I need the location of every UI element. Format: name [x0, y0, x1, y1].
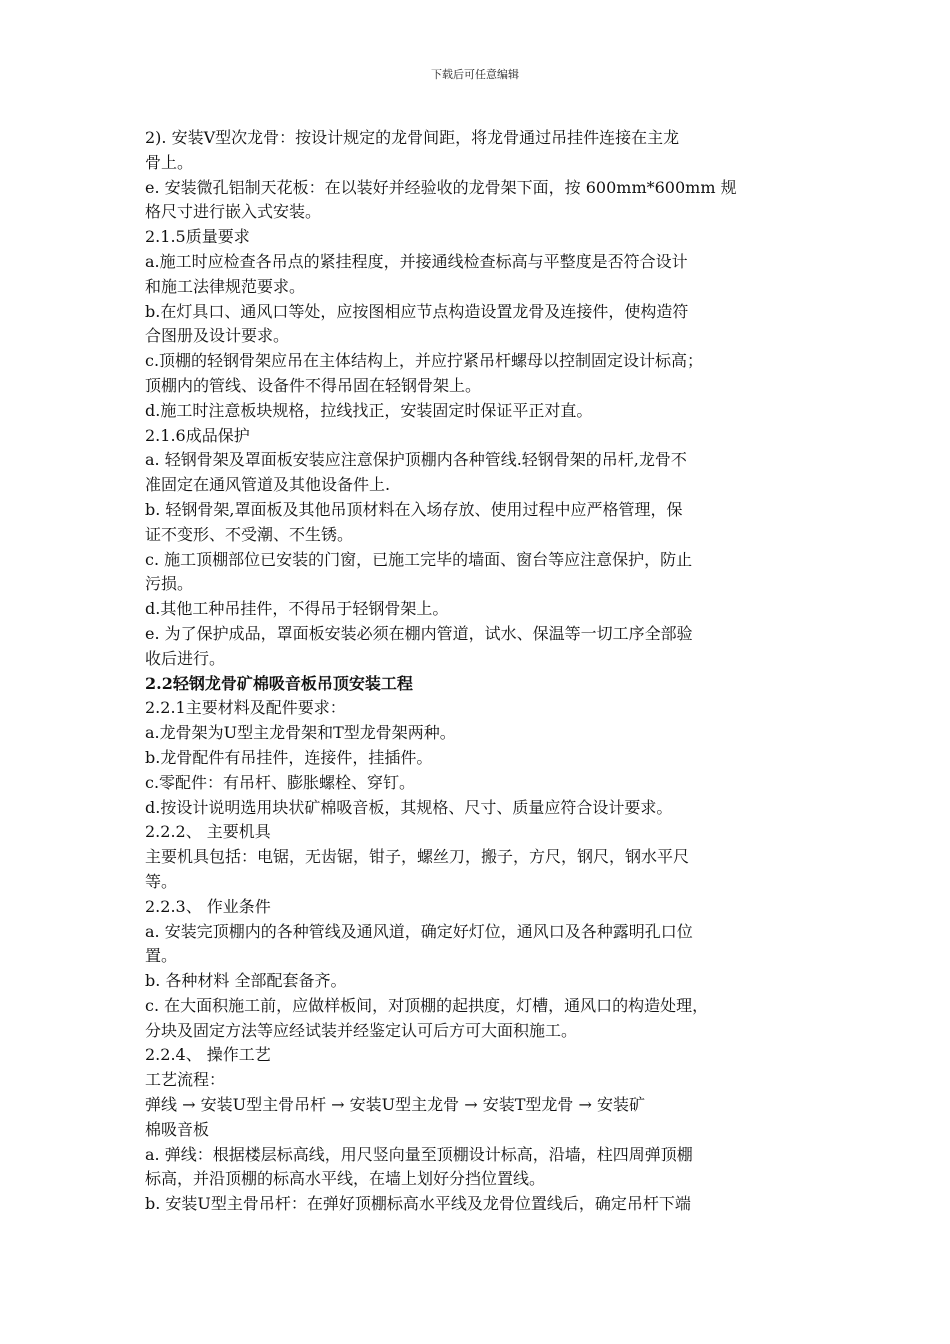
text-line: e. 安装微孔铝制天花板：在以装好并经验收的龙骨架下面，按 600mm*600mm 规 — [145, 177, 737, 197]
text-line: b.龙骨配件有吊挂件，连接件，挂插件。 — [145, 747, 433, 767]
document-body — [145, 126, 813, 1217]
text-line: 等。 — [145, 871, 178, 891]
text-line: a. 安装完顶棚内的各种管线及通风道，确定好灯位，通风口及各种露明孔口位 — [145, 921, 693, 941]
text-line: 分块及固定方法等应经试装并经鉴定认可后方可大面积施工。 — [145, 1020, 578, 1040]
text-line: b. 各种材料 全部配套备齐。 — [145, 971, 347, 991]
text-line: b.在灯具口、通风口等处，应按图相应节点构造设置龙骨及连接件，使构造符 — [145, 301, 689, 321]
text-line: 2.2.4、 操作工艺 — [145, 1045, 271, 1065]
text-line: 2.2.2、 主要机具 — [145, 822, 271, 842]
text-line: c.零配件：有吊杆、膨胀螺栓、穿钉。 — [145, 772, 416, 792]
text-line: 标高，并沿顶棚的标高水平线，在墙上划好分挡位置线。 — [145, 1169, 546, 1189]
text-line: 2.2.3、 作业条件 — [145, 896, 271, 916]
text-line: c. 施工顶棚部位已安装的门窗，已施工完毕的墙面、窗台等应注意保护，防止 — [145, 549, 693, 569]
text-line: 2). 安装Ⅴ型次龙骨：按设计规定的龙骨间距，将龙骨通过吊挂件连接在主龙 — [145, 128, 680, 147]
text-line: 证不变形、不受潮、不生锈。 — [145, 524, 354, 544]
text-line: b. 轻钢骨架,罩面板及其他吊顶材料在入场存放、使用过程中应严格管理，保 — [145, 499, 683, 519]
text-line: c.顶棚的轻钢骨架应吊在主体结构上，并应拧紧吊杆螺母以控制固定设计标高； — [145, 351, 704, 371]
text-line: a.施工时应检查各吊点的紧挂程度，并接通线检查标高与平整度是否符合设计 — [145, 251, 688, 271]
text-line: 2.1.5质量要求 — [145, 227, 250, 247]
text-line: 格尺寸进行嵌入式安装。 — [145, 202, 322, 222]
section-heading: 2.2轻钢龙骨矿棉吸音板吊顶安装工程 — [145, 673, 413, 693]
text-line: 2.2.1主要材料及配件要求： — [145, 698, 346, 718]
text-line: 准固定在通风管道及其他设备件上. — [145, 475, 391, 495]
page-header: 下载后可任意编辑 — [431, 68, 519, 81]
text-line: a.龙骨架为U型主龙骨架和T型龙骨架两种。 — [145, 723, 456, 743]
text-line: c. 在大面积施工前，应做样板间，对顶棚的起拱度，灯槽，通风口的构造处理， — [145, 995, 709, 1015]
text-line: 工艺流程： — [145, 1070, 226, 1090]
text-line: 污损。 — [145, 574, 194, 594]
text-line: 弹线 → 安装U型主骨吊杆 → 安装U型主龙骨 → 安装T型龙骨 → 安装矿 — [145, 1095, 645, 1115]
text-line: a. 弹线：根据楼层标高线，用尺竖向量至顶棚设计标高，沿墙，柱四周弹顶棚 — [145, 1144, 693, 1164]
text-line: 2.1.6成品保护 — [145, 425, 250, 445]
text-line: 骨上。 — [145, 152, 194, 172]
text-line: 和施工法律规范要求。 — [145, 276, 306, 296]
text-line: 主要机具包括：电锯，无齿锯，钳子，螺丝刀，搬子，方尺，钢尺，钢水平尺 — [145, 847, 690, 867]
text-line: 收后进行。 — [145, 648, 226, 668]
text-line: 顶棚内的管线、设备件不得吊固在轻钢骨架上。 — [145, 375, 482, 395]
text-line: b. 安装U型主骨吊杆：在弹好顶棚标高水平线及龙骨位置线后，确定吊杆下端 — [145, 1194, 691, 1214]
text-line: a. 轻钢骨架及罩面板安装应注意保护顶棚内各种管线.轻钢骨架的吊杆,龙骨不 — [145, 450, 687, 470]
text-line: d.其他工种吊挂件，不得吊于轻钢骨架上。 — [145, 599, 449, 619]
text-line: e. 为了保护成品，罩面板安装必须在棚内管道，试水、保温等一切工序全部验 — [145, 623, 693, 643]
text-line: 置。 — [145, 946, 178, 966]
text-line: d.按设计说明选用块状矿棉吸音板，其规格、尺寸、质量应符合设计要求。 — [145, 797, 673, 817]
text-line: d.施工时注意板块规格，拉线找正，安装固定时保证平正对直。 — [145, 400, 593, 420]
text-line: 棉吸音板 — [145, 1119, 210, 1139]
text-line: 合图册及设计要求。 — [145, 326, 290, 346]
